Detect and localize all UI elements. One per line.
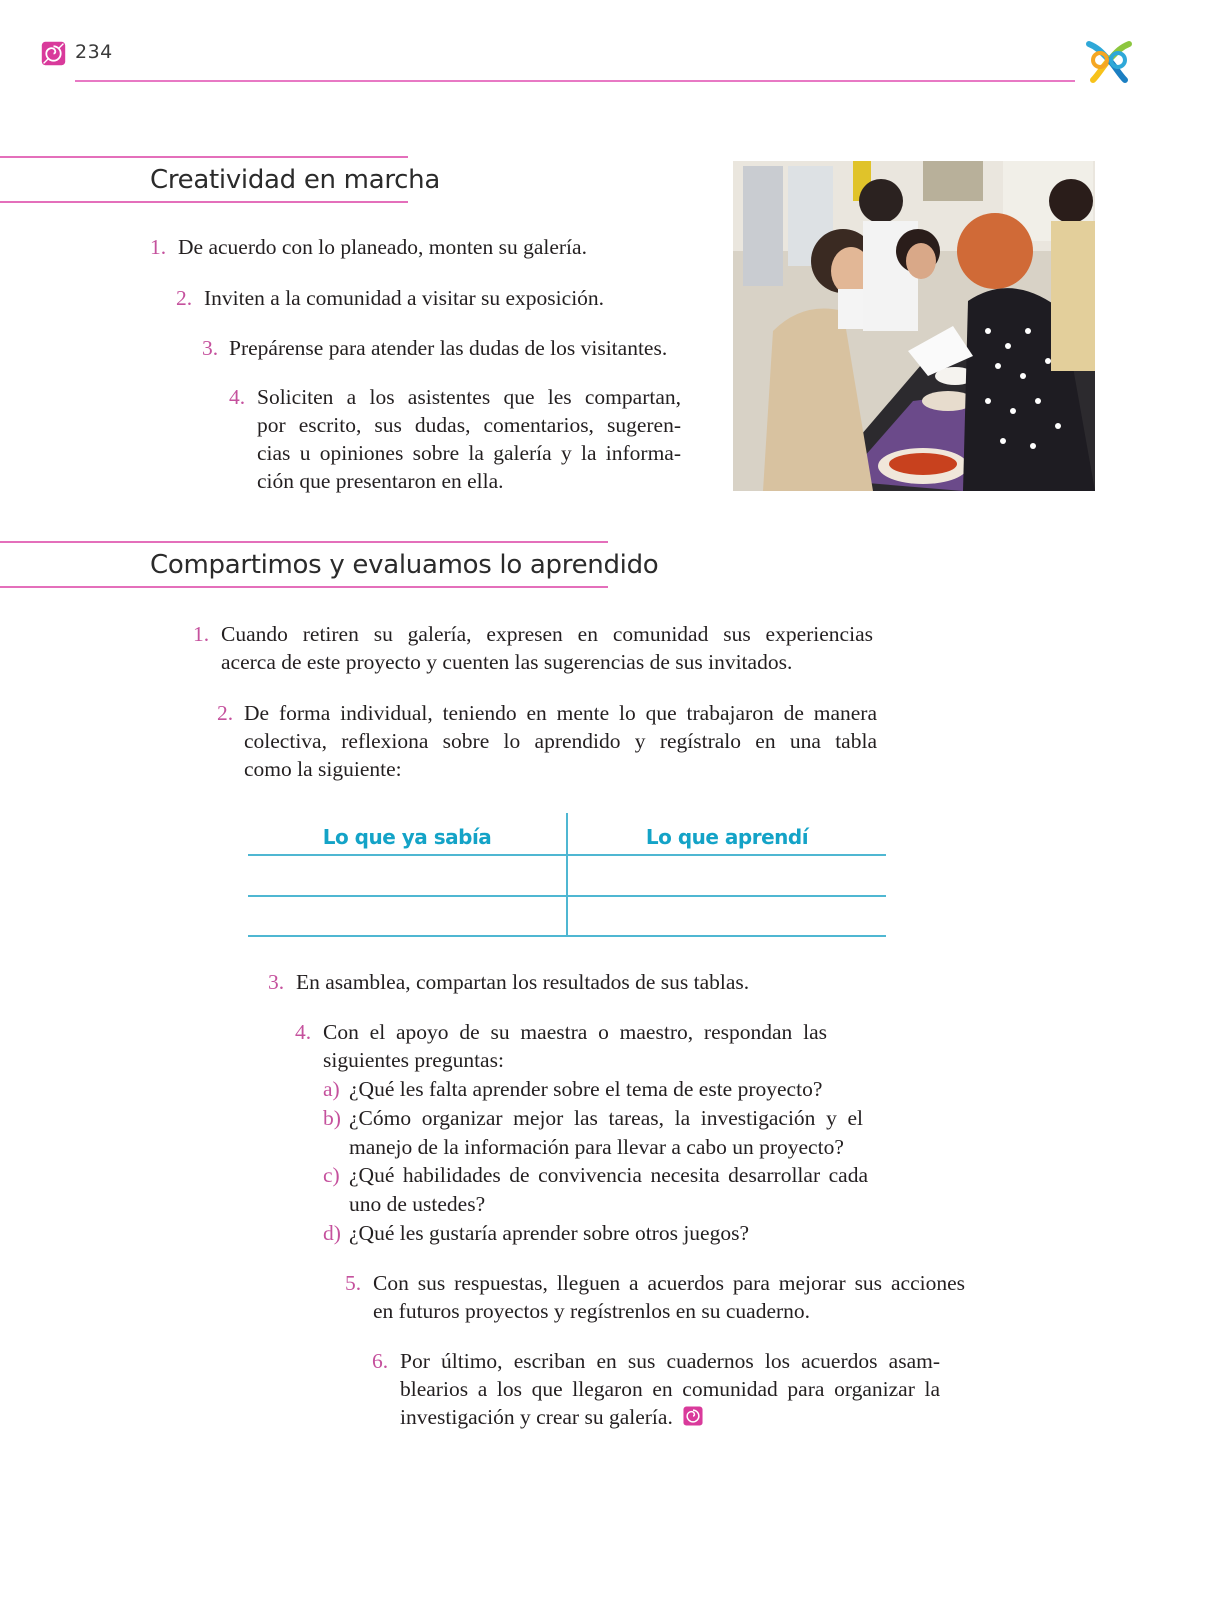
item-number: 2. (217, 701, 234, 725)
question-line: uno de ustedes? (349, 1191, 486, 1216)
question-line: ¿Cómo organizar mejor las tareas, la investigación y el (349, 1106, 863, 1130)
item-number: 1. (193, 622, 210, 646)
list-item (372, 1347, 942, 1431)
item-line (400, 1403, 940, 1431)
item-number: 3. (202, 336, 219, 360)
item-line: cias u opiniones sobre la galería y la informa- (257, 441, 681, 465)
question-item (323, 1161, 868, 1218)
item-number: 1. (150, 235, 167, 259)
spiral-ornament-icon (682, 1405, 704, 1427)
list-item (295, 1018, 855, 1074)
list-item (229, 383, 681, 495)
section1-title: Creatividad en marcha (150, 165, 440, 195)
question-item (323, 1219, 883, 1248)
header-rule (75, 80, 1075, 82)
question-line: ¿Qué les falta aprender sobre el tema de este proyecto? (349, 1077, 823, 1101)
question-letter: b) (323, 1106, 341, 1130)
item-text: De acuerdo con lo planeado, monten su galería. (178, 235, 587, 259)
table-row-line (248, 895, 886, 897)
question-letter: d) (323, 1221, 341, 1245)
item-line: De forma individual, teniendo en mente lo que trabajaron de manera (244, 701, 877, 725)
question-line: ¿Qué les gustaría aprender sobre otros juegos? (349, 1221, 749, 1245)
classroom-exhibition-photo (733, 161, 1095, 491)
section2-bottom-rule (0, 586, 608, 588)
item-line: Soliciten a los asistentes que les compartan, (257, 385, 681, 409)
brand-logo-icon (1083, 34, 1135, 86)
section2-title: Compartimos y evaluamos lo aprendido (150, 550, 659, 580)
item-text: En asamblea, compartan los resultados de sus tablas. (296, 970, 750, 994)
item-number: 5. (345, 1271, 362, 1295)
list-item (345, 1269, 965, 1325)
question-letter: a) (323, 1077, 340, 1101)
item-text: Inviten a la comunidad a visitar su exposición. (204, 286, 605, 310)
item-line: Con el apoyo de su maestra o maestro, respondan las (323, 1020, 827, 1044)
list-item (217, 699, 877, 783)
item-line-text: investigación y crear su galería. (400, 1405, 673, 1429)
list-item (202, 334, 722, 362)
list-item (268, 968, 828, 996)
question-line: manejo de la información para llevar a cabo un proyecto? (349, 1134, 844, 1159)
item-number: 3. (268, 970, 285, 994)
table-header-known: Lo que ya sabía (322, 825, 492, 849)
item-line: como la siguiente: (244, 757, 402, 781)
table-header-learned: Lo que aprendí (645, 825, 809, 849)
item-line: Cuando retiren su galería, expresen en comunidad sus experiencias (221, 622, 873, 646)
item-number: 4. (229, 385, 246, 409)
page-number: 234 (75, 41, 113, 63)
question-item (323, 1075, 883, 1104)
item-text: Prepárense para atender las dudas de los visitantes. (229, 336, 668, 360)
section1-bottom-rule (0, 201, 408, 203)
question-letter: c) (323, 1163, 340, 1187)
list-item (150, 233, 710, 261)
item-line: acerca de este proyecto y cuenten las sugerencias de sus invitados. (221, 650, 793, 674)
item-line: por escrito, sus dudas, comentarios, sugeren- (257, 413, 681, 437)
list-item (193, 620, 873, 676)
spiral-ornament-icon (40, 40, 67, 67)
item-line: en futuros proyectos y regístrenlos en su cuaderno. (373, 1299, 811, 1323)
item-number: 2. (176, 286, 193, 310)
item-line: Por último, escriban en sus cuadernos los acuerdos asam- (400, 1349, 940, 1373)
item-line: Con sus respuestas, lleguen a acuerdos para mejorar sus acciones (373, 1271, 965, 1295)
item-number: 6. (372, 1349, 389, 1373)
table-column-divider (566, 813, 568, 937)
list-item (176, 284, 736, 312)
question-line: ¿Qué habilidades de convivencia necesita desarrollar cada (349, 1163, 868, 1187)
reflection-table (248, 813, 886, 937)
question-item (323, 1104, 863, 1161)
item-number: 4. (295, 1020, 312, 1044)
item-line: colectiva, reflexiona sobre lo aprendido y regístralo en una tabla (244, 729, 877, 753)
section1-top-rule (0, 156, 408, 158)
table-row-line (248, 854, 886, 856)
item-line: siguientes preguntas: (323, 1048, 504, 1072)
item-line: blearios a los que llegaron en comunidad para organizar la (400, 1377, 940, 1401)
section2-top-rule (0, 541, 608, 543)
table-row-line (248, 935, 886, 937)
item-line: ción que presentaron en ella. (257, 469, 504, 493)
